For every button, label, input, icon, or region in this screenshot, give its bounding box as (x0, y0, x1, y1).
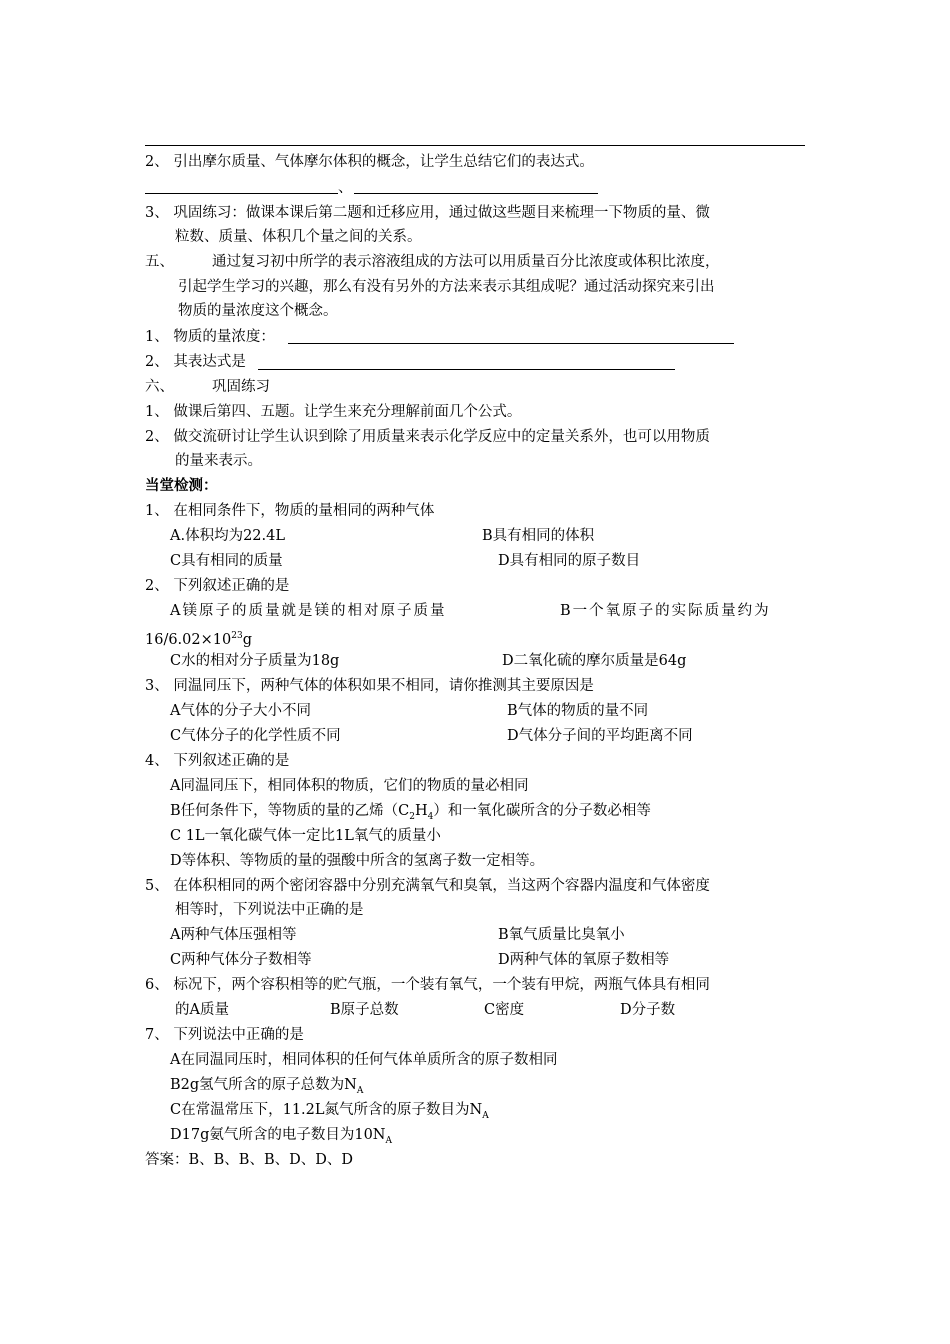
q7-c-sub: A (482, 1110, 489, 1121)
q7-option-a: A在同温同压时，相同体积的任何气体单质所含的原子数相同 (170, 1052, 558, 1068)
q2-option-a: A镁原子的质量就是镁的相对原子质量 (170, 603, 447, 619)
q3-stem: 3、 同温同压下，两种气体的体积如果不相同，请你推测其主要原因是 (145, 678, 594, 694)
q5-option-c: C两种气体分子数相等 (170, 952, 312, 968)
top-answer-line (145, 145, 805, 146)
q4-b-sub-2: 4 (427, 811, 434, 822)
q2-option-b-continued (145, 626, 252, 650)
section-6-number: 六、 (145, 379, 174, 395)
answer-key: 答案：B、B、B、B、D、D、D (145, 1152, 353, 1168)
item-3-line-a: 3、 巩固练习：做课本课后第二题和迁移应用，通过做这些题目来梳理一下物质的量、微 (145, 205, 710, 221)
q7-b-text: B2g氢气所含的原子总数为N (170, 1077, 357, 1093)
q6-option-d: D分子数 (620, 1002, 676, 1018)
q1-option-c: C具有相同的质量 (170, 553, 283, 569)
q4-option-a: A同温同压下，相同体积的物质，它们的物质的量必相同 (170, 778, 529, 794)
q4-b-text-2: H (414, 803, 428, 819)
item-2-molar-concepts: 2、 引出摩尔质量、气体摩尔体积的概念，让学生总结它们的表达式。 (145, 154, 594, 170)
q3-option-b: B气体的物质的量不同 (507, 703, 649, 719)
q2-b-value: 16/6.02×10 (145, 631, 232, 648)
section-5-number: 五、 (145, 254, 174, 270)
q7-stem: 7、 下列说法中正确的是 (145, 1027, 304, 1043)
q5-stem-a: 5、 在体积相同的两个密闭容器中分别充满氧气和臭氧，当这两个容器内温度和气体密度 (145, 878, 710, 894)
q4-option-c: C 1L一氧化碳气体一定比1L氧气的质量小 (170, 828, 441, 844)
q6-option-c: C密度 (484, 1002, 525, 1018)
q4-b-text-3: ）和一氧化碳所含的分子数必相等 (433, 803, 651, 819)
q7-b-sub: A (356, 1085, 364, 1096)
section-5-line-c: 物质的量浓度这个概念。 (178, 303, 338, 319)
concentration-item-2: 2、 其表达式是 (145, 354, 246, 370)
q5-option-d: D两种气体的氧原子数相等 (498, 952, 670, 968)
q2-b-exponent: 23 (231, 631, 243, 641)
q3-option-c: C气体分子的化学性质不同 (170, 728, 341, 744)
blank-line-1 (145, 193, 338, 194)
q1-stem: 1、 在相同条件下，物质的量相同的两种气体 (145, 503, 435, 519)
section-5-line-a: 通过复习初中所学的表示溶液组成的方法可以用质量百分比浓度或体积比浓度， (212, 254, 720, 270)
in-class-check-title: 当堂检测： (145, 477, 218, 494)
q7-c-text: C在常温常压下，11.2L氮气所含的原子数目为N (170, 1102, 483, 1118)
q4-option-b (170, 801, 651, 827)
q2-option-b: B一个氧原子的实际质量约为 (560, 603, 771, 619)
practice-item-1: 1、 做课后第四、五题。让学生来充分理解前面几个公式。 (145, 404, 522, 420)
q6-stem: 6、 标况下，两个容积相等的贮气瓶，一个装有氧气，一个装有甲烷，两瓶气体具有相同 (145, 977, 710, 993)
item-3-line-b: 粒数、质量、体积几个量之间的关系。 (175, 229, 422, 245)
q3-option-a: A气体的分子大小不同 (170, 703, 311, 719)
q1-option-b: B具有相同的体积 (482, 528, 595, 544)
blank-line-2 (354, 193, 598, 194)
q2-option-c: C水的相对分子质量为18g (170, 653, 340, 669)
practice-item-2-a: 2、 做交流研讨让学生认识到除了用质量来表示化学反应中的定量关系外，也可以用物质 (145, 429, 710, 445)
q5-option-a: A两种气体压强相等 (170, 927, 297, 943)
q5-option-b: B氧气质量比臭氧小 (498, 927, 625, 943)
q4-option-d: D等体积、等物质的量的强酸中所含的氢离子数一定相等。 (170, 853, 545, 869)
q7-option-d (170, 1125, 392, 1151)
q7-option-b (170, 1075, 363, 1101)
q7-d-text: D17g氨气所含的电子数目为10N (170, 1127, 386, 1143)
q1-option-a: A.体积均为22.4L (170, 528, 285, 544)
q7-d-sub: A (385, 1135, 392, 1146)
q4-b-text-1: B任何条件下，等物质的量的乙烯（C (170, 803, 410, 819)
q3-option-d: D气体分子间的平均距离不同 (507, 728, 693, 744)
q6-option-b: B原子总数 (330, 1002, 399, 1018)
q4-stem: 4、 下列叙述正确的是 (145, 753, 290, 769)
blank-separator: 、 (338, 180, 353, 196)
q2-b-unit: g (242, 631, 252, 648)
concentration-item-1: 1、 物质的量浓度： (145, 329, 275, 345)
practice-item-2-b: 的量来表示。 (175, 453, 262, 469)
q1-option-d: D具有相同的原子数目 (498, 553, 641, 569)
section-5-line-b: 引起学生学习的兴趣，那么有没有另外的方法来表示其组成呢？通过活动探究来引出 (178, 279, 715, 295)
q2-stem: 2、 下列叙述正确的是 (145, 578, 290, 594)
q7-option-c (170, 1100, 489, 1126)
concentration-blank-2 (258, 369, 675, 370)
q4-b-sub-1: 2 (409, 811, 415, 822)
concentration-blank-1 (288, 343, 734, 344)
q2-option-d: D二氧化硫的摩尔质量是64g (502, 653, 687, 669)
q5-stem-b: 相等时，下列说法中正确的是 (175, 902, 364, 918)
section-6-title: 巩固练习 (212, 379, 270, 395)
q6-option-a: 的A质量 (175, 1002, 229, 1018)
